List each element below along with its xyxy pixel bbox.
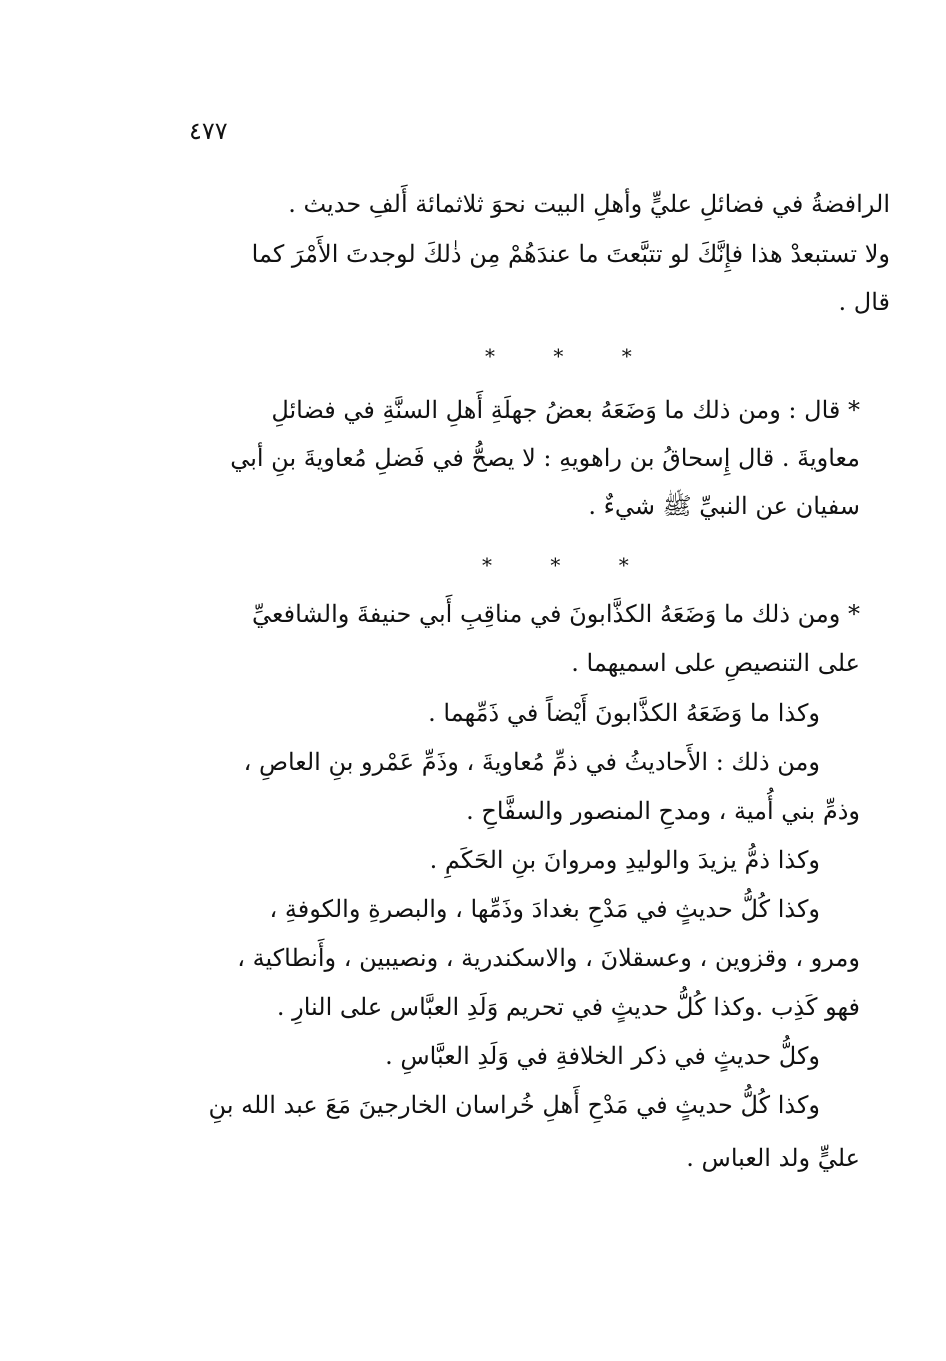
- text-line: * قال : ومن ذلك ما وَضَعَهُ بعضُ جهلَةِ أَهلِ السنَّةِ في فضائلِ: [271, 396, 860, 424]
- text-line: ومرو ، وقزوين ، وعسقلانَ ، والاسكندرية ، ونصيبين ، وأَنطاكية ،: [237, 944, 860, 972]
- text-line: وكذا كُلُّ حديثٍ في مَدْحِ أَهلِ خُراسان الخارجينَ مَعَ عبد الله بنِ: [208, 1091, 820, 1119]
- section-separator: * * *: [482, 553, 655, 577]
- text-line: فهو كَذِب .وكذا كُلُّ حديثٍ في تحريم وَلَدِ العبَّاس على النارِ .: [276, 993, 860, 1021]
- text-line: على التنصيصِ على اسميهما .: [571, 649, 860, 677]
- text-line: ولا تستبعدْ هذا فإِنَّكَ لو تتبَّعتَ ما عندَهُمْ مِن ذٰلكَ لوجدتَ الأَمْرَ كما: [251, 240, 890, 268]
- text-line: ومن ذلك : الأَحاديثُ في ذمِّ مُعاويةَ ، وذَمِّ عَمْرو بنِ العاصِ ،: [243, 748, 820, 776]
- text-line: الرافضةُ في فضائلِ عليٍّ وأهلِ البيت نحوَ ثلاثمائة أَلفِ حديث .: [288, 190, 890, 218]
- text-line: وكذا ما وَضَعَهُ الكذَّابونَ أَيْضاً في ذَمِّهما .: [428, 699, 820, 727]
- section-separator: * * *: [485, 344, 658, 368]
- text-line: معاويةَ . قال إِسحاقُ بن راهويهِ : لا يصحُّ في فَضلِ مُعاويةَ بنِ أبي: [230, 444, 860, 472]
- text-line: وكلُّ حديثٍ في ذكر الخلافةِ في وَلَدِ العبَّاسِ .: [385, 1042, 820, 1070]
- text-line: عليٍّ ولد العباس .: [686, 1144, 860, 1172]
- text-line: * ومن ذلك ما وَضَعَهُ الكذَّابونَ في مناقِبِ أَبي حنيفةَ والشافعيِّ: [252, 600, 860, 628]
- text-line: وكذا كُلُّ حديثٍ في مَدْحِ بغدادَ وذَمِّها ، والبصرةِ والكوفةِ ،: [269, 895, 820, 923]
- text-line: وكذا ذمُّ يزيدَ والوليدِ ومروانَ بنِ الحَكَمِ .: [429, 846, 820, 874]
- text-line: وذمِّ بني أُمية ، ومدحِ المنصور والسفَّاحِ .: [466, 797, 860, 825]
- text-line: سفيان عن النبيِّ ﷺ شيءٌ .: [588, 492, 860, 520]
- page-number: ٤٧٧: [189, 117, 228, 145]
- text-line: قال .: [838, 288, 890, 316]
